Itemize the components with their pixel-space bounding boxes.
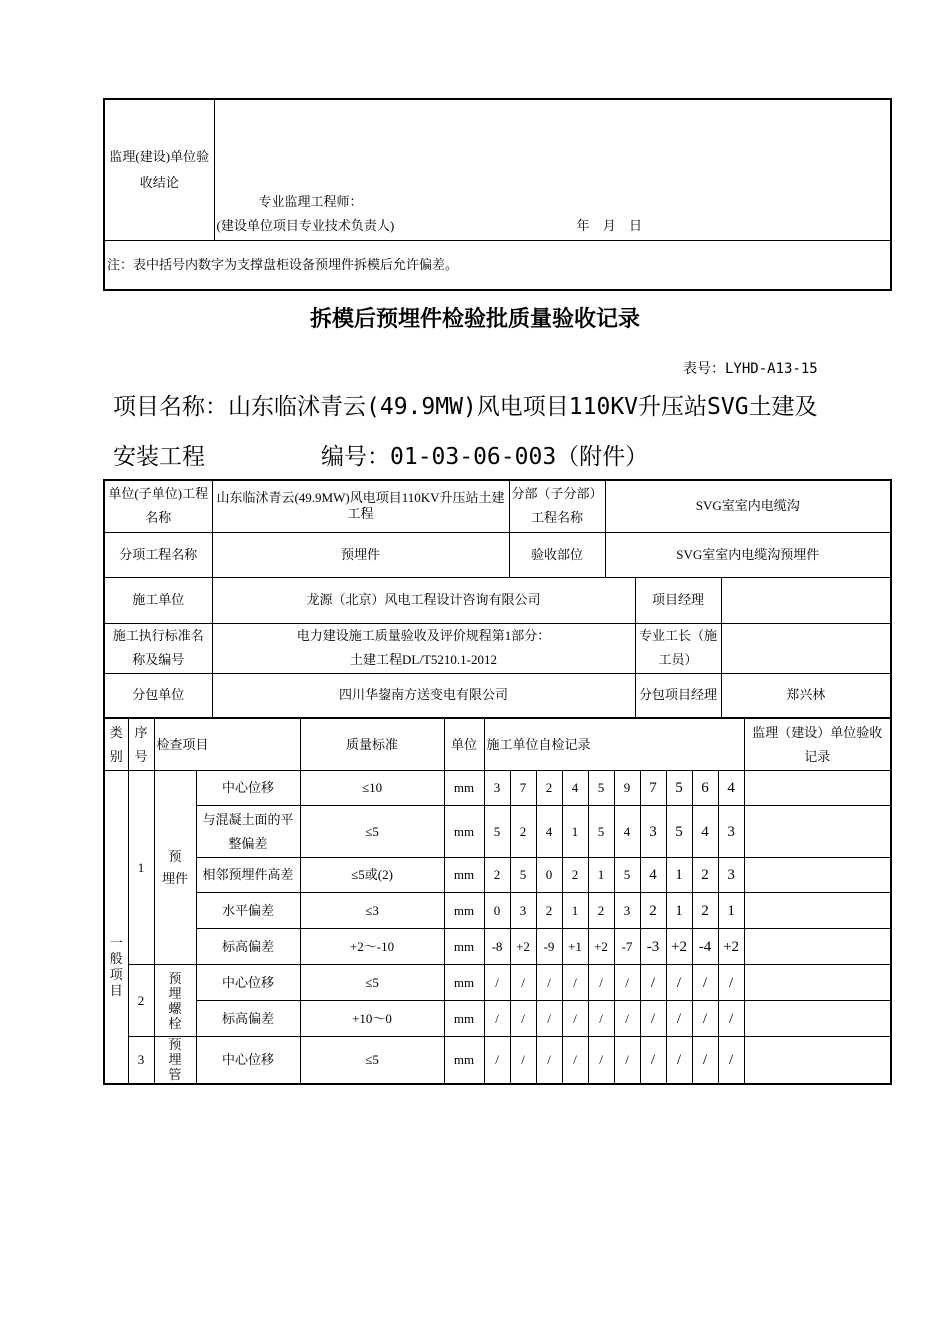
group-name-cell: 预 埋件 bbox=[154, 771, 196, 965]
value-cell: 4 bbox=[692, 806, 718, 858]
std-label: 施工执行标准名称及编号 bbox=[104, 623, 212, 673]
value-cell: / bbox=[536, 1001, 562, 1037]
standard-cell: ≤5 bbox=[300, 965, 444, 1001]
supervisor-cell bbox=[744, 858, 891, 893]
date-label: 年 月 日 bbox=[576, 217, 643, 233]
item-cell: 相邻预埋件高差 bbox=[196, 858, 300, 893]
table-row bbox=[104, 806, 891, 858]
std-value-line2: 土建工程DL/T5210.1-2012 bbox=[350, 652, 497, 667]
project-name-tail: 安装工程 bbox=[113, 444, 205, 470]
sub-pm-label: 分包项目经理 bbox=[635, 673, 721, 718]
form-number: 表号：LYHD-A13-15 bbox=[683, 361, 818, 377]
foreman-label: 专业工长（施工员） bbox=[635, 623, 721, 673]
group-name-cell: 预埋管 bbox=[154, 1037, 196, 1084]
value-cell: / bbox=[718, 965, 744, 1001]
item-cell: 中心位移 bbox=[196, 965, 300, 1001]
supervisor-cell bbox=[744, 893, 891, 929]
value-cell: 2 bbox=[562, 858, 588, 893]
header-item: 检查项目 bbox=[154, 719, 300, 771]
value-cell: 4 bbox=[562, 771, 588, 806]
value-cell: 2 bbox=[692, 893, 718, 929]
table-row bbox=[104, 858, 891, 893]
value-cell: / bbox=[536, 1037, 562, 1084]
seq-cell: 3 bbox=[128, 1037, 154, 1084]
unit-cell: mm bbox=[444, 893, 484, 929]
value-cell: 4 bbox=[614, 806, 640, 858]
value-cell: / bbox=[640, 1001, 666, 1037]
std-value bbox=[212, 623, 635, 673]
value-cell: / bbox=[484, 965, 510, 1001]
value-cell: / bbox=[640, 1037, 666, 1084]
value-cell: 9 bbox=[614, 771, 640, 806]
value-cell: / bbox=[562, 1001, 588, 1037]
value-cell: 2 bbox=[510, 806, 536, 858]
value-cell: -9 bbox=[536, 929, 562, 965]
standard-cell: ≤5或(2) bbox=[300, 858, 444, 893]
value-cell: -7 bbox=[614, 929, 640, 965]
value-cell: 5 bbox=[484, 806, 510, 858]
seq-cell: 2 bbox=[128, 965, 154, 1037]
value-cell: 2 bbox=[536, 771, 562, 806]
value-cell: 2 bbox=[536, 893, 562, 929]
note: 注：表中括号内数字为支撑盘柜设备预埋件拆模后允许偏差。 bbox=[104, 240, 891, 290]
sub-label: 分包单位 bbox=[104, 673, 212, 718]
value-cell: / bbox=[666, 1037, 692, 1084]
value-cell: / bbox=[484, 1001, 510, 1037]
value-cell: 1 bbox=[666, 858, 692, 893]
value-cell: / bbox=[536, 965, 562, 1001]
inspection-table bbox=[103, 718, 892, 1085]
value-cell: 5 bbox=[614, 858, 640, 893]
value-cell: 2 bbox=[640, 893, 666, 929]
unit-value: 山东临沭青云(49.9MW)风电项目110KV升压站土建工程 bbox=[212, 480, 509, 532]
value-cell: 0 bbox=[536, 858, 562, 893]
standard-cell: ≤5 bbox=[300, 806, 444, 858]
table-row bbox=[104, 771, 891, 806]
table-row bbox=[104, 1037, 891, 1084]
value-cell: / bbox=[614, 1001, 640, 1037]
value-cell: / bbox=[692, 965, 718, 1001]
item-cell: 中心位移 bbox=[196, 771, 300, 806]
value-cell: 7 bbox=[640, 771, 666, 806]
table-row bbox=[104, 893, 891, 929]
unit-cell: mm bbox=[444, 771, 484, 806]
value-cell: 6 bbox=[692, 771, 718, 806]
value-cell: -8 bbox=[484, 929, 510, 965]
std-value-line1: 电力建设施工质量验收及评价规程第1部分： bbox=[296, 628, 551, 643]
unit-cell: mm bbox=[444, 858, 484, 893]
item-cell: 中心位移 bbox=[196, 1037, 300, 1084]
value-cell: +2 bbox=[510, 929, 536, 965]
foreman-value bbox=[721, 623, 891, 673]
value-cell: 2 bbox=[484, 858, 510, 893]
unit-cell: mm bbox=[444, 1037, 484, 1084]
value-cell: +2 bbox=[666, 929, 692, 965]
supervisor-cell bbox=[744, 771, 891, 806]
supervisor-cell bbox=[744, 806, 891, 858]
value-cell: / bbox=[666, 1001, 692, 1037]
project-name-line1: 项目名称：山东临沭青云(49.9MW)风电项目110KV升压站SVG土建及 bbox=[113, 394, 818, 420]
group-name-cell: 预埋螺栓 bbox=[154, 965, 196, 1037]
unit-cell: mm bbox=[444, 965, 484, 1001]
supervisor-cell bbox=[744, 965, 891, 1001]
header-category: 类别 bbox=[104, 719, 128, 771]
header-standard: 质量标准 bbox=[300, 719, 444, 771]
item-value: 预埋件 bbox=[212, 532, 509, 577]
category-cell: 一般项目 bbox=[104, 771, 128, 1084]
value-cell: 2 bbox=[692, 858, 718, 893]
table-row bbox=[104, 965, 891, 1001]
value-cell: / bbox=[510, 1001, 536, 1037]
value-cell: 2 bbox=[588, 893, 614, 929]
builder-value: 龙源（北京）风电工程设计咨询有限公司 bbox=[212, 577, 635, 623]
conclusion-label bbox=[104, 99, 214, 240]
value-cell: / bbox=[692, 1037, 718, 1084]
header-seq: 序号 bbox=[128, 719, 154, 771]
value-cell: 7 bbox=[510, 771, 536, 806]
value-cell: / bbox=[588, 1001, 614, 1037]
value-cell: / bbox=[666, 965, 692, 1001]
item-cell: 水平偏差 bbox=[196, 893, 300, 929]
supervisor-cell bbox=[744, 1037, 891, 1084]
value-cell: +2 bbox=[588, 929, 614, 965]
value-cell: / bbox=[588, 1037, 614, 1084]
value-cell: / bbox=[588, 965, 614, 1001]
project-name-line2 bbox=[113, 438, 648, 471]
item-label: 分项工程名称 bbox=[104, 532, 212, 577]
value-cell: 1 bbox=[562, 806, 588, 858]
table-row bbox=[104, 929, 891, 965]
part-value: SVG室室内电缆沟 bbox=[605, 480, 891, 532]
value-cell: 3 bbox=[718, 858, 744, 893]
table-row bbox=[104, 1001, 891, 1037]
engineer-label: 专业监理工程师： bbox=[258, 193, 363, 209]
seq-cell: 1 bbox=[128, 771, 154, 965]
value-cell: / bbox=[614, 1037, 640, 1084]
value-cell: / bbox=[718, 1037, 744, 1084]
item-cell: 标高偏差 bbox=[196, 929, 300, 965]
value-cell: +1 bbox=[562, 929, 588, 965]
item-cell: 标高偏差 bbox=[196, 1001, 300, 1037]
header-unit: 单位 bbox=[444, 719, 484, 771]
value-cell: 5 bbox=[666, 771, 692, 806]
value-cell: 1 bbox=[666, 893, 692, 929]
value-cell: / bbox=[562, 965, 588, 1001]
value-cell: / bbox=[692, 1001, 718, 1037]
standard-cell: ≤5 bbox=[300, 1037, 444, 1084]
standard-cell: +10～0 bbox=[300, 1001, 444, 1037]
value-cell: 3 bbox=[484, 771, 510, 806]
value-cell: 4 bbox=[536, 806, 562, 858]
value-cell: / bbox=[484, 1037, 510, 1084]
sub-pm-value: 郑兴林 bbox=[721, 673, 891, 718]
value-cell: / bbox=[640, 965, 666, 1001]
supervisor-cell bbox=[744, 1001, 891, 1037]
info-table bbox=[103, 479, 892, 719]
value-cell: 5 bbox=[510, 858, 536, 893]
value-cell: +2 bbox=[718, 929, 744, 965]
conclusion-table bbox=[103, 98, 892, 291]
value-cell: 1 bbox=[562, 893, 588, 929]
value-cell: 4 bbox=[718, 771, 744, 806]
pm-label: 项目经理 bbox=[635, 577, 721, 623]
value-cell: -3 bbox=[640, 929, 666, 965]
pm-value bbox=[721, 577, 891, 623]
sub-value: 四川华鋆南方送变电有限公司 bbox=[212, 673, 635, 718]
part-label: 分部（子分部）工程名称 bbox=[509, 480, 605, 532]
builder-label: 施工单位 bbox=[104, 577, 212, 623]
value-cell: 0 bbox=[484, 893, 510, 929]
accept-label: 验收部位 bbox=[509, 532, 605, 577]
value-cell: 5 bbox=[666, 806, 692, 858]
conclusion-cell bbox=[214, 99, 891, 240]
owner-label: (建设单位项目专业技术负责人) bbox=[216, 217, 395, 233]
conclusion-label-text: 监理(建设)单位验收结论 bbox=[109, 148, 210, 190]
value-cell: 3 bbox=[718, 806, 744, 858]
value-cell: 5 bbox=[588, 771, 614, 806]
value-cell: -4 bbox=[692, 929, 718, 965]
value-cell: 4 bbox=[640, 858, 666, 893]
unit-cell: mm bbox=[444, 806, 484, 858]
unit-label: 单位(子单位)工程名称 bbox=[104, 480, 212, 532]
standard-cell: ≤10 bbox=[300, 771, 444, 806]
header-supervisor: 监理（建设）单位验收记录 bbox=[744, 719, 891, 771]
value-cell: 3 bbox=[510, 893, 536, 929]
value-cell: 1 bbox=[718, 893, 744, 929]
value-cell: / bbox=[718, 1001, 744, 1037]
standard-cell: ≤3 bbox=[300, 893, 444, 929]
value-cell: 1 bbox=[588, 858, 614, 893]
value-cell: 3 bbox=[614, 893, 640, 929]
value-cell: 5 bbox=[588, 806, 614, 858]
page-title: 拆模后预埋件检验批质量验收记录 bbox=[309, 307, 640, 332]
unit-cell: mm bbox=[444, 1001, 484, 1037]
item-cell: 与混凝土面的平整偏差 bbox=[196, 806, 300, 858]
header-self-check: 施工单位自检记录 bbox=[484, 719, 744, 771]
value-cell: / bbox=[510, 1037, 536, 1084]
supervisor-cell bbox=[744, 929, 891, 965]
value-cell: / bbox=[562, 1037, 588, 1084]
value-cell: 3 bbox=[640, 806, 666, 858]
unit-cell: mm bbox=[444, 929, 484, 965]
value-cell: / bbox=[510, 965, 536, 1001]
doc-number: 编号：01-03-06-003（附件） bbox=[321, 444, 649, 470]
value-cell: / bbox=[614, 965, 640, 1001]
standard-cell: +2～-10 bbox=[300, 929, 444, 965]
accept-value: SVG室室内电缆沟预埋件 bbox=[605, 532, 891, 577]
